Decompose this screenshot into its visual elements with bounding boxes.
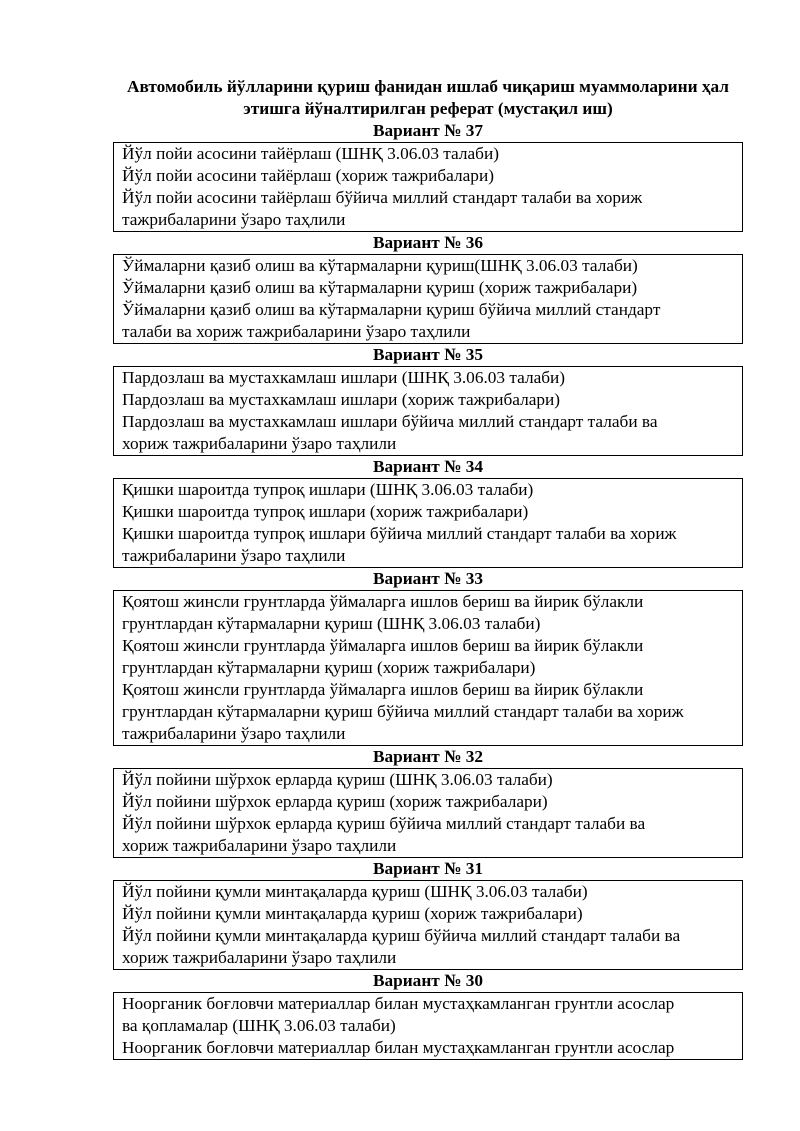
variant-topic-box xyxy=(113,880,743,970)
variant-topic-line: Қоятош жинсли грунтларда ўймаларга ишлов бериш ва йирик бўлакли xyxy=(122,680,644,699)
variant-topic-box xyxy=(113,366,743,456)
variant-section xyxy=(113,970,743,1060)
variant-topic-line: Пардозлаш ва мустахкамлаш ишлари (ШНҚ 3.06.03 талаби) xyxy=(122,368,566,387)
variant-topic-line: тажрибаларини ўзаро таҳлили xyxy=(122,210,346,229)
variant-heading: Вариант № 35 xyxy=(372,345,484,364)
variant-topic-box xyxy=(113,142,743,232)
variant-section xyxy=(113,120,743,232)
variant-topic-line: Ноорганик боғловчи материаллар билан мустаҳкамланган грунтли асослар xyxy=(122,1038,675,1057)
variant-topic-box xyxy=(113,768,743,858)
variant-topic-line: грунтлардан кўтармаларни қуриш (хориж тажрибалари) xyxy=(122,658,536,677)
variant-heading: Вариант № 31 xyxy=(372,859,484,878)
variant-section xyxy=(113,232,743,344)
variant-topic-line: Пардозлаш ва мустахкамлаш ишлари (хориж тажрибалари) xyxy=(122,390,561,409)
document-page xyxy=(113,76,743,1060)
variant-heading: Вариант № 34 xyxy=(372,457,484,476)
variant-topic-line: хориж тажрибаларини ўзаро таҳлили xyxy=(122,434,397,453)
variant-topic-line: Қишки шароитда тупроқ ишлари (ШНҚ 3.06.03 талаби) xyxy=(122,480,534,499)
document-title-line-1: Автомобиль йўлларини қуриш фанидан ишлаб чиқариш муаммоларини ҳал xyxy=(126,77,729,96)
variant-topic-line: грунтлардан кўтармаларни қуриш бўйича миллий стандарт талаби ва хориж xyxy=(122,702,684,721)
variant-topic-line: Ўймаларни қазиб олиш ва кўтармаларни қуриш (хориж тажрибалари) xyxy=(122,278,638,297)
variant-topic-line: Қишки шароитда тупроқ ишлари бўйича миллий стандарт талаби ва хориж xyxy=(122,524,677,543)
variant-section xyxy=(113,456,743,568)
variant-heading: Вариант № 33 xyxy=(372,569,484,588)
variant-section xyxy=(113,344,743,456)
variant-section xyxy=(113,858,743,970)
variant-topic-line: Йўл пойини шўрхок ерларда қуриш бўйича миллий стандарт талаби ва xyxy=(122,814,646,833)
variant-topic-box xyxy=(113,590,743,746)
variant-heading: Вариант № 30 xyxy=(372,971,484,990)
variant-topic-line: Йўл пойини шўрхок ерларда қуриш (хориж тажрибалари) xyxy=(122,792,548,811)
variant-topic-line: талаби ва хориж тажрибаларини ўзаро таҳлили xyxy=(122,322,471,341)
variant-topic-line: Йўл пойини қумли минтақаларда қуриш (ШНҚ 3.06.03 талаби) xyxy=(122,882,588,901)
variant-topic-line: Ўймаларни қазиб олиш ва кўтармаларни қуриш(ШНҚ 3.06.03 талаби) xyxy=(122,256,638,275)
variant-topic-line: ва қопламалар (ШНҚ 3.06.03 талаби) xyxy=(122,1016,396,1035)
variant-heading: Вариант № 37 xyxy=(372,121,484,140)
variant-heading: Вариант № 32 xyxy=(372,747,484,766)
variant-topic-line: Йўл пойи асосини тайёрлаш бўйича миллий стандарт талаби ва хориж xyxy=(122,188,643,207)
variant-topic-line: тажрибаларини ўзаро таҳлили xyxy=(122,546,346,565)
variant-topic-line: хориж тажрибаларини ўзаро таҳлили xyxy=(122,836,397,855)
variant-topic-box xyxy=(113,992,743,1060)
variant-list xyxy=(113,120,743,1060)
variant-topic-line: Йўл пойини қумли минтақаларда қуриш бўйича миллий стандарт талаби ва xyxy=(122,926,681,945)
document-title xyxy=(113,76,743,120)
variant-topic-line: грунтлардан кўтармаларни қуриш (ШНҚ 3.06.03 талаби) xyxy=(122,614,541,633)
variant-topic-line: тажрибаларини ўзаро таҳлили xyxy=(122,724,346,743)
variant-topic-line: Йўл пойини шўрхок ерларда қуриш (ШНҚ 3.06.03 талаби) xyxy=(122,770,553,789)
variant-section xyxy=(113,746,743,858)
variant-topic-line: Йўл пойи асосини тайёрлаш (хориж тажрибалари) xyxy=(122,166,494,185)
variant-topic-line: Қишки шароитда тупроқ ишлари (хориж тажрибалари) xyxy=(122,502,529,521)
variant-topic-line: Қоятош жинсли грунтларда ўймаларга ишлов бериш ва йирик бўлакли xyxy=(122,592,644,611)
variant-heading: Вариант № 36 xyxy=(372,233,484,252)
variant-topic-line: Йўл пойини қумли минтақаларда қуриш (хориж тажрибалари) xyxy=(122,904,583,923)
variant-section xyxy=(113,568,743,746)
variant-topic-line: Ўймаларни қазиб олиш ва кўтармаларни қуриш бўйича миллий стандарт xyxy=(122,300,661,319)
variant-topic-line: хориж тажрибаларини ўзаро таҳлили xyxy=(122,948,397,967)
variant-topic-box xyxy=(113,254,743,344)
variant-topic-line: Қоятош жинсли грунтларда ўймаларга ишлов бериш ва йирик бўлакли xyxy=(122,636,644,655)
variant-topic-line: Пардозлаш ва мустахкамлаш ишлари бўйича миллий стандарт талаби ва xyxy=(122,412,658,431)
variant-topic-line: Йўл пойи асосини тайёрлаш (ШНҚ 3.06.03 талаби) xyxy=(122,144,499,163)
document-title-line-2: этишга йўналтирилган реферат (мустақил иш) xyxy=(243,99,613,118)
variant-topic-line: Ноорганик боғловчи материаллар билан мустаҳкамланган грунтли асослар xyxy=(122,994,675,1013)
variant-topic-box xyxy=(113,478,743,568)
